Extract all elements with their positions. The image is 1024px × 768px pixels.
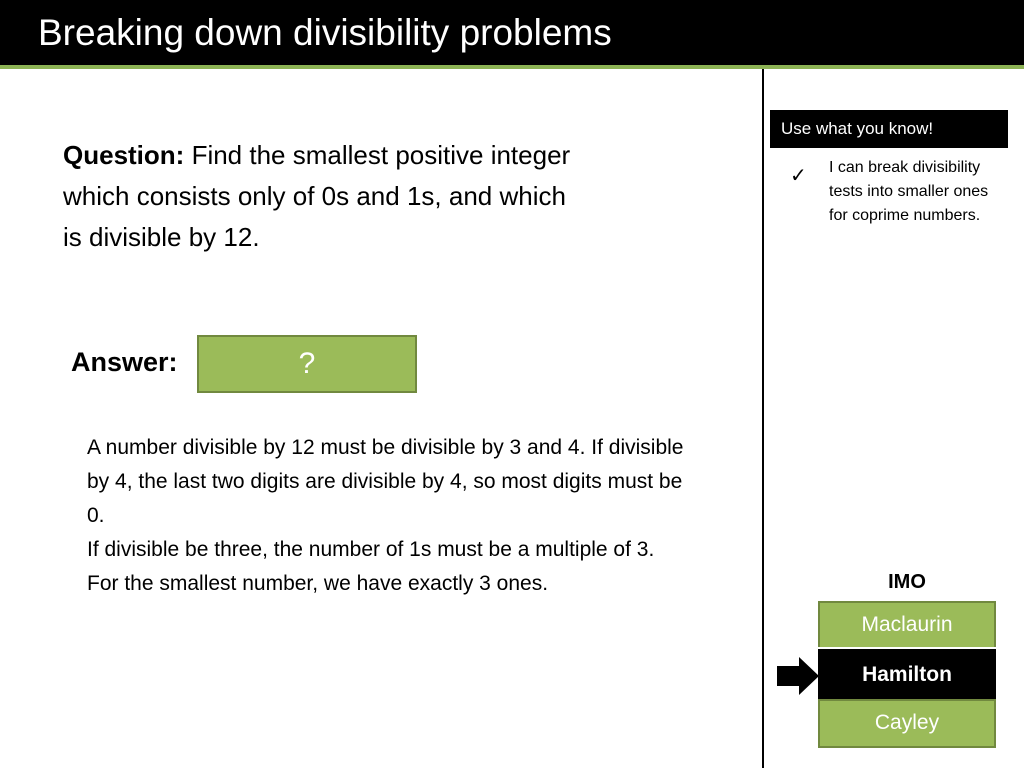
- checkmark-icon: ✓: [790, 163, 807, 187]
- explanation-block: [87, 431, 687, 601]
- imo-label: IMO: [888, 571, 926, 593]
- answer-reveal-button[interactable]: ?: [197, 335, 417, 393]
- arrow-right-icon: [777, 657, 819, 695]
- level-cayley[interactable]: Cayley: [818, 699, 996, 748]
- level-maclaurin[interactable]: Maclaurin: [818, 601, 996, 647]
- explanation-paragraph-2: If divisible be three, the number of 1s must be a multiple of 3. For the smallest number, we have exactly 3 ones.: [87, 538, 655, 595]
- explanation-paragraph-1: A number divisible by 12 must be divisible by 3 and 4. If divisible by 4, the last two digits are divisible by 4, so most digits must be 0.: [87, 436, 684, 527]
- title-bar: [0, 0, 1024, 69]
- question-label: Question:: [63, 140, 185, 170]
- vertical-divider: [762, 69, 764, 768]
- question-block: [63, 135, 583, 258]
- use-what-you-know-header: Use what you know!: [770, 110, 1008, 148]
- page-title: Breaking down divisibility problems: [38, 12, 612, 53]
- level-hamilton-current[interactable]: Hamilton: [818, 649, 996, 699]
- answer-label: Answer:: [71, 347, 178, 377]
- skill-statement: I can break divisibility tests into smaller ones for coprime numbers.: [829, 159, 989, 224]
- question-text: Find the smallest positive integer which consists only of 0s and 1s, and which is divisible by 12.: [63, 140, 571, 252]
